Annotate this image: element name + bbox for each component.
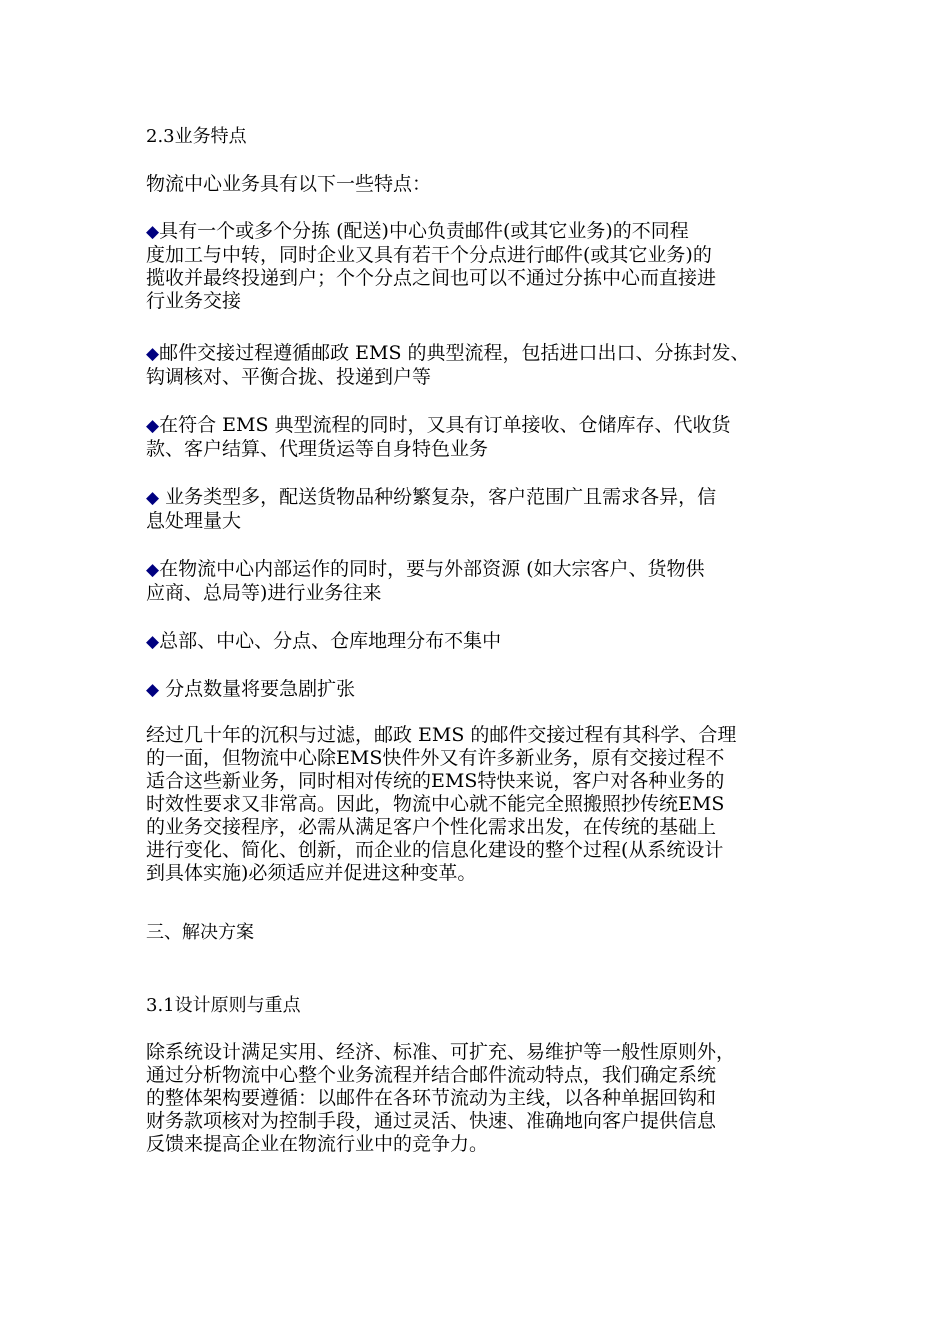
diamond-bullet-icon: ◆ <box>146 560 160 580</box>
summary-line: 时效性要求又非常高。因此，物流中心就不能完全照搬照抄传统EMS <box>146 793 725 815</box>
diamond-bullet-icon: ◆ <box>146 416 160 436</box>
principles-line: 财务款项核对为控制手段，通过灵活、快速、准确地向客户提供信息 <box>146 1110 717 1132</box>
principles-line: 除系统设计满足实用、经济、标准、可扩充、易维护等一般性原则外， <box>146 1041 736 1063</box>
diamond-bullet-icon: ◆ <box>146 632 160 652</box>
bullet-line: 钩调核对、平衡合拢、投递到户等 <box>146 366 432 388</box>
summary-line: 到具体实施)必须适应并促进这种变革。 <box>146 862 477 884</box>
summary-line: 进行变化、简化、创新，而企业的信息化建设的整个过程(从系统设计 <box>146 839 724 861</box>
bullet-item-2 <box>146 342 818 389</box>
principles-line: 反馈来提高企业在物流行业中的竞争力。 <box>146 1133 489 1155</box>
bullet-item-6 <box>146 630 818 654</box>
summary-line: 适合这些新业务，同时相对传统的EMS特快来说，客户对各种业务的 <box>146 770 725 792</box>
principles-line: 通过分析物流中心整个业务流程并结合邮件流动特点，我们确定系统 <box>146 1064 717 1086</box>
diamond-bullet-icon: ◆ <box>146 680 160 700</box>
bullet-line: ◆邮件交接过程遵循邮政 EMS 的典型流程，包括进口出口、分拣封发、 <box>146 342 750 364</box>
diamond-bullet-icon: ◆ <box>146 344 160 364</box>
bullet-line: ◆ 业务类型多，配送货物品种纷繁复杂，客户范围广且需求各异，信 <box>146 486 717 508</box>
bullet-line: 应商、总局等)进行业务往来 <box>146 582 382 604</box>
bullet-item-7 <box>146 678 818 702</box>
bullet-item-3 <box>146 414 818 461</box>
section-heading-3: 三、解决方案 <box>146 922 254 943</box>
bullet-line: 款、客户结算、代理货运等自身特色业务 <box>146 438 489 460</box>
diamond-bullet-icon: ◆ <box>146 488 160 508</box>
bullet-line: ◆在符合 EMS 典型流程的同时，又具有订单接收、仓储库存、代收货 <box>146 414 731 436</box>
summary-line: 的业务交接程序，必需从满足客户个性化需求出发，在传统的基础上 <box>146 816 717 838</box>
diamond-bullet-icon: ◆ <box>146 222 160 242</box>
bullet-line: 度加工与中转，同时企业又具有若干个分点进行邮件(或其它业务)的 <box>146 244 712 266</box>
principles-line: 的整体架构要遵循：以邮件在各环节流动为主线，以各种单据回钩和 <box>146 1087 717 1109</box>
bullet-line: 揽收并最终投递到户；个个分点之间也可以不通过分拣中心而直接进 <box>146 267 717 289</box>
summary-paragraph <box>146 724 818 885</box>
section-intro: 物流中心业务具有以下一些特点： <box>146 173 432 195</box>
bullet-line: 息处理量大 <box>146 510 242 532</box>
bullet-line: ◆总部、中心、分点、仓库地理分布不集中 <box>146 630 502 652</box>
section-heading-2-3: 2.3业务特点 <box>146 126 247 147</box>
bullet-line: 行业务交接 <box>146 290 242 312</box>
design-principles-paragraph <box>146 1041 818 1156</box>
bullet-item-1 <box>146 220 818 313</box>
section-heading-3-1: 3.1设计原则与重点 <box>146 995 301 1016</box>
bullet-line: ◆ 分点数量将要急剧扩张 <box>146 678 356 700</box>
summary-line: 的一面，但物流中心除EMS快件外又有许多新业务，原有交接过程不 <box>146 747 725 769</box>
bullet-line: ◆具有一个或多个分拣 (配送)中心负责邮件(或其它业务)的不同程 <box>146 220 689 242</box>
summary-line: 经过几十年的沉积与过滤，邮政 EMS 的邮件交接过程有其科学、合理 <box>146 724 737 746</box>
bullet-item-4 <box>146 486 818 533</box>
bullet-line: ◆在物流中心内部运作的同时，要与外部资源 (如大宗客户、货物供 <box>146 558 705 580</box>
bullet-item-5 <box>146 558 818 605</box>
